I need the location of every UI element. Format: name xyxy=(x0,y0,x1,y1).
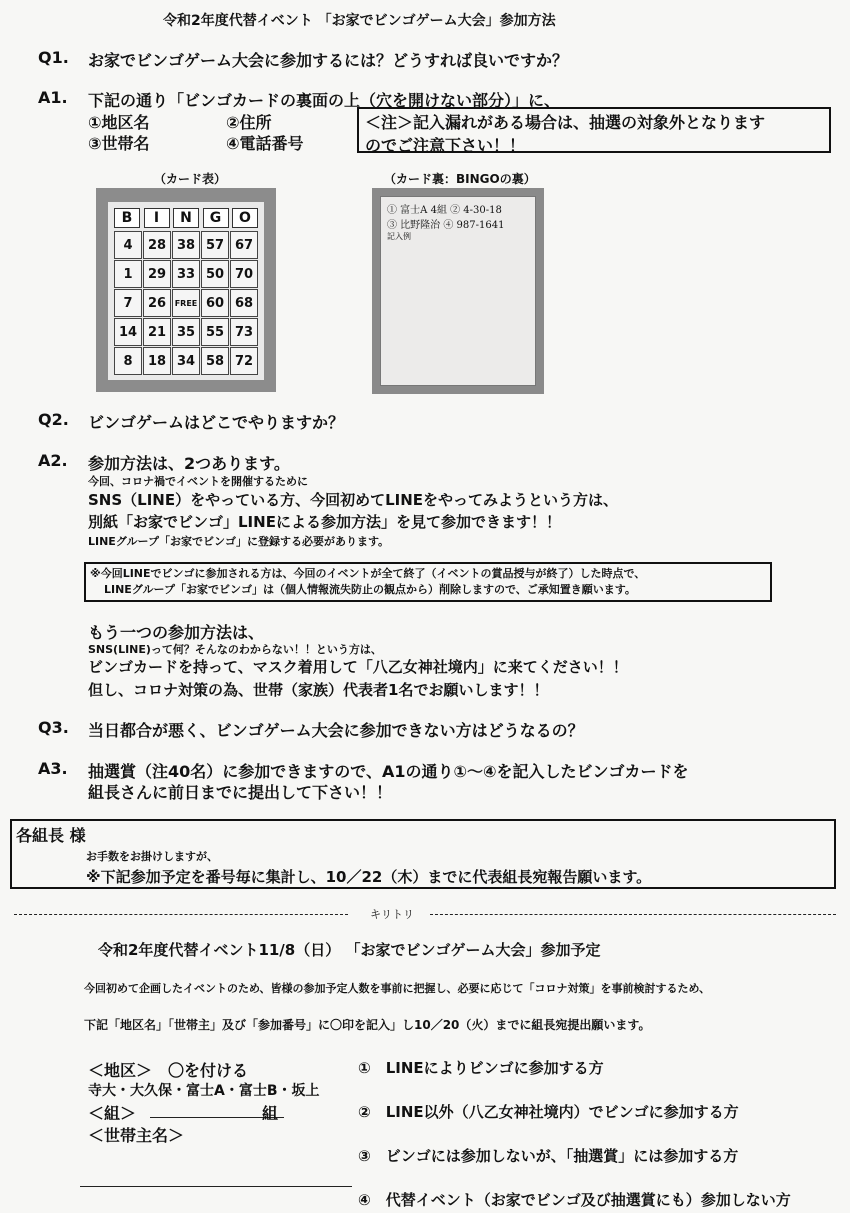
a1-note-box xyxy=(357,107,831,153)
q3-label: Q3. xyxy=(38,718,69,737)
a2-other-line2: ビンゴカードを持って、マスク着用して「八乙女神社境内」に来てください！！ xyxy=(88,658,628,676)
leaders-line1: お手数をお掛けしますが、 xyxy=(86,850,218,863)
a1-item-4: ④電話番号 xyxy=(226,134,304,153)
bingo-cell: 35 xyxy=(172,318,200,346)
a2-other-line1: SNS(LINE)って何？そんなのわからない！！という方は、 xyxy=(88,643,382,656)
bingo-card-front-photo xyxy=(96,188,276,392)
participation-option-4[interactable]: ④ 代替イベント（お家でビンゴ及び抽選賞にも）参加しない方 xyxy=(358,1191,791,1209)
a1-note-line2: のでご注意下さい！！ xyxy=(365,136,526,155)
bingo-header xyxy=(114,208,258,228)
a3-label: A3. xyxy=(38,759,68,778)
a2-text: 参加方法は、2つあります。 xyxy=(88,454,290,473)
bingo-cell: 28 xyxy=(143,231,171,259)
a3-line1: 抽選賞（注40名）に参加できますので、A1の通り①～④を記入したビンゴカードを xyxy=(88,762,689,781)
bingo-cell: 70 xyxy=(230,260,258,288)
bingo-cell: 50 xyxy=(201,260,229,288)
a2-line2: SNS（LINE）をやっている方、今回初めてLINEをやってみようという方は、 xyxy=(88,491,619,509)
a2-notice-box xyxy=(84,562,772,602)
bingo-cell: 55 xyxy=(201,318,229,346)
bingo-cell: 26 xyxy=(143,289,171,317)
bingo-cell: 34 xyxy=(172,347,200,375)
bingo-cell: 60 xyxy=(201,289,229,317)
bingo-cell: 4 xyxy=(114,231,142,259)
cut-line-left xyxy=(14,914,348,915)
card-back-caption: （カード裏：BINGOの裏） xyxy=(384,172,536,186)
bingo-cell: 29 xyxy=(143,260,171,288)
q1-label: Q1. xyxy=(38,48,69,67)
card-back-line1: ① 富士A 4組 ② 4-30-18 xyxy=(387,205,502,216)
participation-option-2[interactable]: ② LINE以外（八乙女神社境内）でビンゴに参加する方 xyxy=(358,1103,739,1121)
leaders-title: 各組長 様 xyxy=(16,826,86,845)
form-title: 令和2年度代替イベント11/8（日） 「お家でビンゴゲーム大会」参加予定 xyxy=(98,941,601,959)
card-front-caption: （カード表） xyxy=(154,172,227,186)
a3-line2: 組長さんに前日までに提出して下さい！！ xyxy=(88,783,393,802)
q1-text: お家でビンゴゲーム大会に参加するには？どうすれば良いですか？ xyxy=(88,51,569,70)
a2-line1: 今回、コロナ禍でイベントを開催するために xyxy=(88,475,308,488)
group-label: ＜組＞ xyxy=(88,1104,137,1123)
form-intro-line1: 今回初めて企画したイベントのため、皆様の参加予定人数を事前に把握し、必要に応じて「コロナ対策」を事前検討するため、 xyxy=(84,982,711,995)
bingo-cell: 68 xyxy=(230,289,258,317)
bingo-cell: 58 xyxy=(201,347,229,375)
bingo-letter: I xyxy=(144,208,170,228)
a1-item-3: ③世帯名 xyxy=(88,134,150,153)
a1-label: A1. xyxy=(38,88,68,107)
leaders-line2: ※下記参加予定を番号毎に集計し、10／22（木）までに代表組長宛報告願います。 xyxy=(86,868,652,886)
cut-label: キリトリ xyxy=(370,908,414,921)
cut-line-right xyxy=(430,914,836,915)
bingo-cell: 1 xyxy=(114,260,142,288)
q2-text: ビンゴゲームはどこでやりますか？ xyxy=(88,413,345,432)
bingo-letter: N xyxy=(173,208,199,228)
bingo-cell: 14 xyxy=(114,318,142,346)
participation-option-3[interactable]: ③ ビンゴには参加しないが、「抽選賞」には参加する方 xyxy=(358,1147,739,1165)
a2-other-line3: 但し、コロナ対策の為、世帯（家族）代表者1名でお願いします！！ xyxy=(88,681,549,699)
district-options[interactable]: 寺大・大久保・富士A・富士B・坂上 xyxy=(88,1083,320,1099)
bingo-grid xyxy=(114,231,258,375)
bingo-free-cell: FREE xyxy=(172,289,200,317)
q2-label: Q2. xyxy=(38,410,69,429)
a2-line4: LINEグループ「お家でビンゴ」に登録する必要があります。 xyxy=(88,535,390,548)
bingo-cell: 72 xyxy=(230,347,258,375)
household-head-input-line[interactable] xyxy=(80,1186,352,1187)
bingo-letter: G xyxy=(203,208,229,228)
bingo-cell: 33 xyxy=(172,260,200,288)
card-back-line2: ③ 比野隆治 ④ 987-1641 xyxy=(387,220,505,231)
bingo-cell: 67 xyxy=(230,231,258,259)
a2-line3: 別紙「お家でビンゴ」LINEによる参加方法」を見て参加できます！！ xyxy=(88,513,561,531)
group-suffix: 組 xyxy=(262,1104,279,1123)
a1-text: 下記の通り「ビンゴカードの裏面の上（穴を開けない部分）」に、 xyxy=(88,91,561,110)
bingo-cell: 38 xyxy=(172,231,200,259)
district-label: ＜地区＞ 〇を付ける xyxy=(88,1061,249,1080)
bingo-card-back-photo xyxy=(372,188,544,394)
card-back-line3: 記入例 xyxy=(387,232,411,241)
bingo-cell: 7 xyxy=(114,289,142,317)
a2-label: A2. xyxy=(38,451,68,470)
bingo-letter: O xyxy=(232,208,258,228)
a2-other-title: もう一つの参加方法は、 xyxy=(88,623,265,642)
bingo-cell: 18 xyxy=(143,347,171,375)
bingo-cell: 21 xyxy=(143,318,171,346)
household-head-label: ＜世帯主名＞ xyxy=(88,1126,185,1145)
q3-text: 当日都合が悪く、ビンゴゲーム大会に参加できない方はどうなるの？ xyxy=(88,721,584,740)
participation-option-1[interactable]: ① LINEによりビンゴに参加する方 xyxy=(358,1059,604,1077)
a2-notice-line2: LINEグループ「お家でビンゴ」は（個人情報流失防止の観点から）削除しますので、ご承知置き願います。 xyxy=(104,583,636,596)
bingo-cell: 73 xyxy=(230,318,258,346)
bingo-cell: 57 xyxy=(201,231,229,259)
leaders-box xyxy=(10,819,836,889)
bingo-cell: 8 xyxy=(114,347,142,375)
a1-item-2: ②住所 xyxy=(226,113,272,132)
a2-notice-line1: ※今回LINEでビンゴに参加される方は、今回のイベントが全て終了（イベントの賞品授与が終了）した時点で、 xyxy=(90,567,646,580)
a1-note-line1: ＜注＞記入漏れがある場合は、抽選の対象外となります xyxy=(365,113,766,132)
bingo-letter: B xyxy=(114,208,140,228)
a1-item-1: ①地区名 xyxy=(88,113,150,132)
page-title: 令和2年度代替イベント 「お家でビンゴゲーム大会」参加方法 xyxy=(163,13,556,29)
form-intro-line2: 下記「地区名」「世帯主」及び「参加番号」に〇印を記入」し10／20（火）までに組長宛提出願います。 xyxy=(84,1018,651,1032)
